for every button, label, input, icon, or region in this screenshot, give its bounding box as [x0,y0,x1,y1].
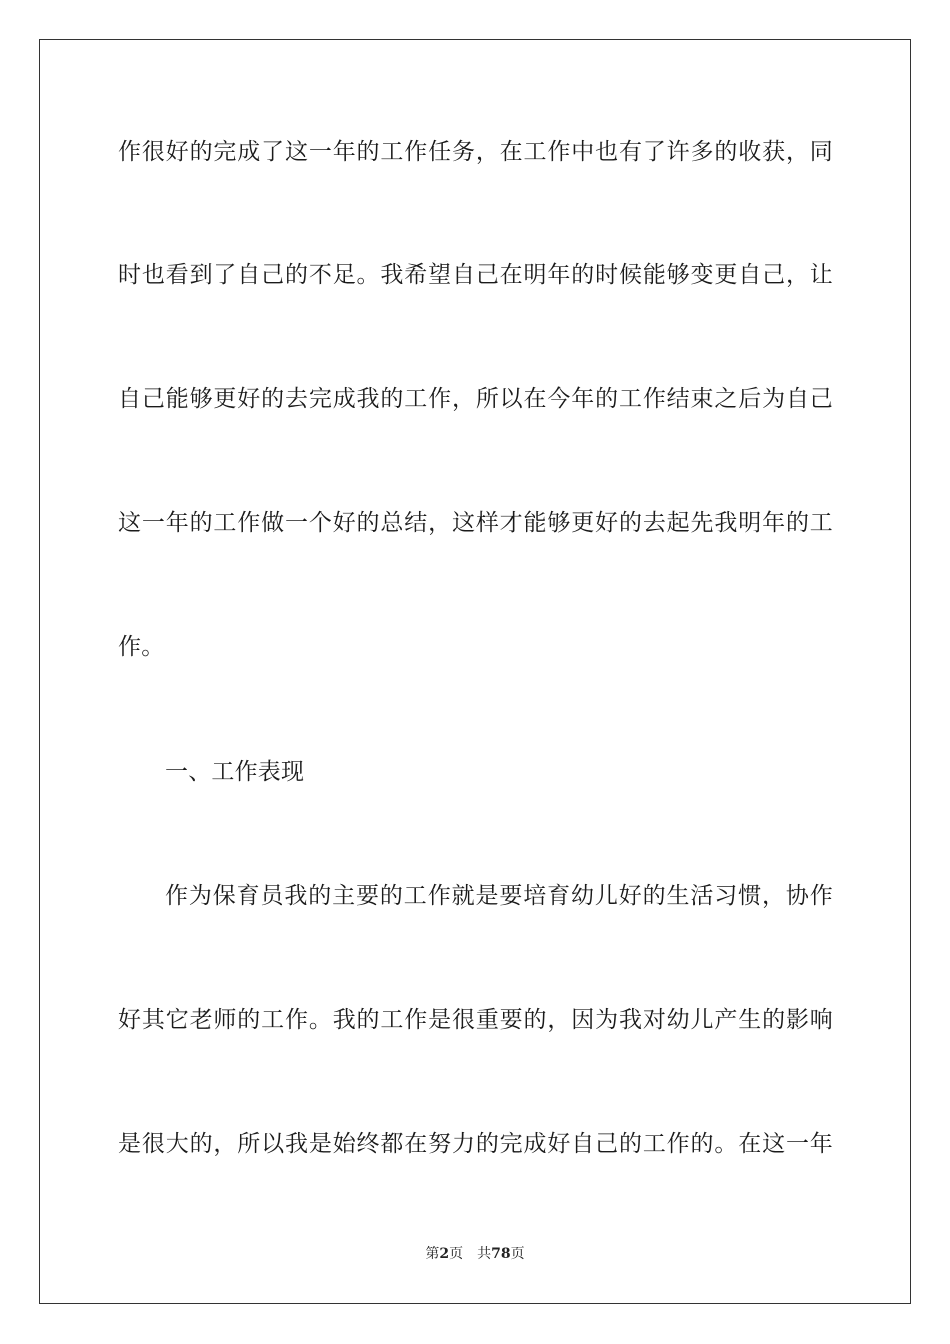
footer-page-prefix: 第 [425,1246,440,1262]
footer-page-suffix: 页 [449,1246,464,1262]
footer-total-suffix: 页 [510,1246,525,1262]
page-border [39,39,911,1304]
footer-total-prefix: 共 [477,1246,492,1262]
body-line-8: 好其它老师的工作。我的工作是很重要的，因为我对幼儿产生的影响 [118,1007,833,1033]
footer-page-current: 2 [439,1246,450,1262]
body-line-7: 作为保育员我的主要的工作就是要培育幼儿好的生活习惯，协作 [165,883,833,909]
section-heading: 一、工作表现 [165,759,305,785]
body-line-9: 是很大的，所以我是始终都在努力的完成好自己的工作的。在这一年 [118,1131,833,1157]
page-footer [0,1245,950,1263]
body-line-5: 作。 [118,634,165,660]
body-line-2: 时也看到了自己的不足。我希望自己在明年的时候能够变更自己，让 [118,262,833,288]
body-line-3: 自己能够更好的去完成我的工作，所以在今年的工作结束之后为自己 [118,386,833,412]
body-line-4: 这一年的工作做一个好的总结，这样才能够更好的去起先我明年的工 [118,510,833,536]
body-line-1: 作很好的完成了这一年的工作任务，在工作中也有了许多的收获，同 [118,139,833,165]
footer-page-total: 78 [491,1246,511,1262]
